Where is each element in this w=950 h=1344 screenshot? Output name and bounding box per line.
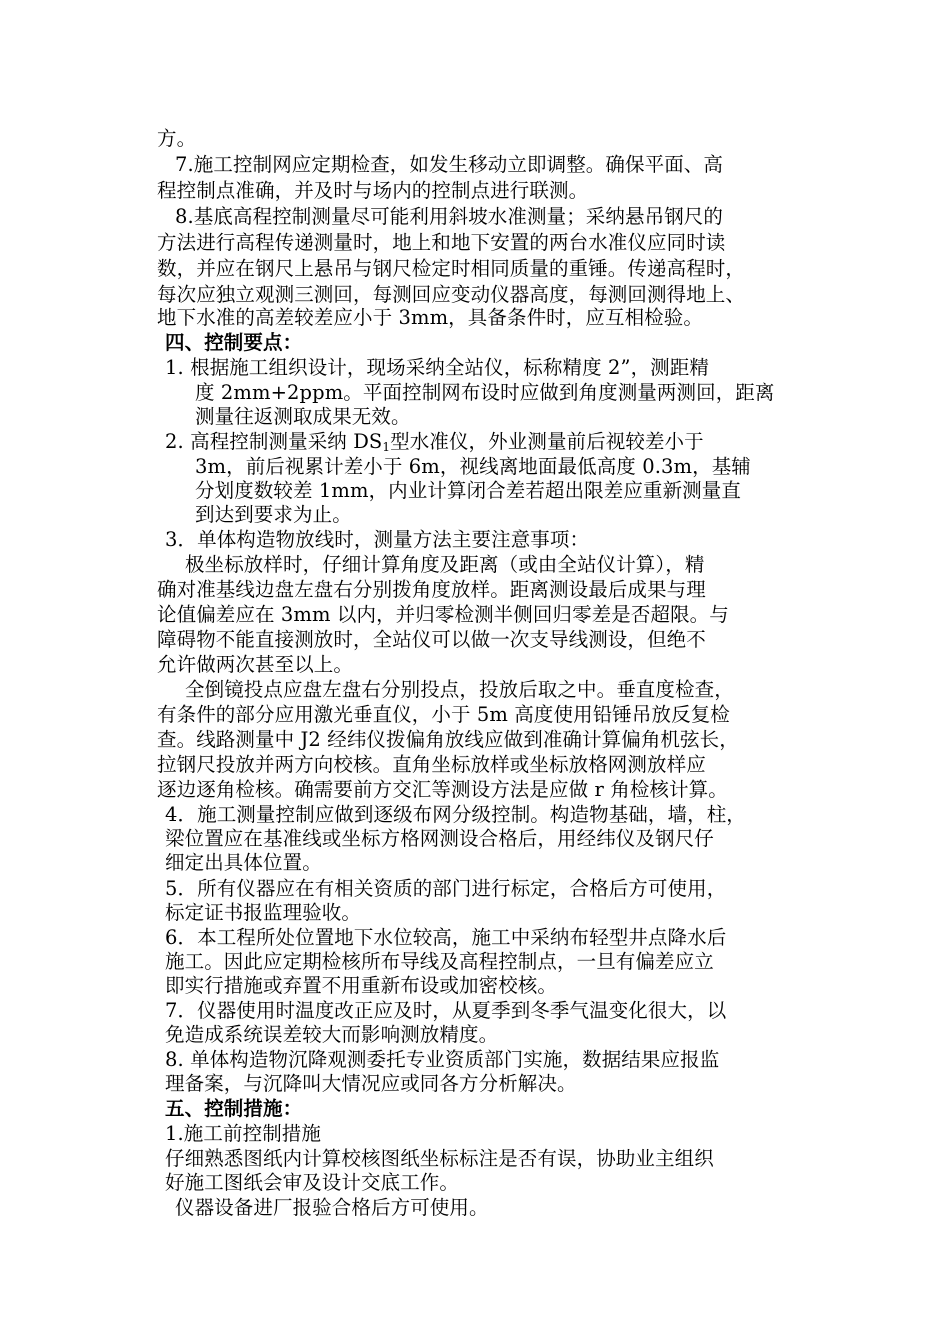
list-item: 5．所有仪器应在有相关资质的部门进行标定，合格后方可使用，	[165, 877, 727, 900]
list-item: 7．仪器使用时温度改正应及时，从夏季到冬季气温变化很大，以	[165, 999, 727, 1022]
list-item: 3．单体构造物放线时，测量方法主要注意事项：	[165, 528, 590, 551]
text-line: 确对准基线边盘左盘右分别拨角度放样。距离测设最后成果与理	[157, 578, 706, 601]
text-line: 数，并应在钢尺上悬吊与钢尺检定时相同质量的重锤。传递高程时，	[157, 257, 746, 280]
text-line: 全倒镜投点应盘左盘右分别投点，投放后取之中。垂直度检查，	[185, 678, 734, 701]
text-line: 论值偏差应在 3mm 以内，并归零检测半侧回归零差是否超限。与	[157, 603, 729, 626]
list-item: 8. 单体构造物沉降观测委托专业资质部门实施，数据结果应报监	[165, 1048, 720, 1071]
text-line: 即实行措施或弃置不用重新布设或加密校核。	[165, 974, 558, 997]
list-item: 1. 根据施工组织设计，现场采纳全站仪，标称精度 2”，测距精	[165, 356, 709, 379]
text-line: 好施工图纸会审及设计交底工作。	[165, 1171, 460, 1194]
text-line: 免造成系统误差较大而影响测放精度。	[165, 1023, 499, 1046]
text-line: 程控制点准确，并及时与场内的控制点进行联测。	[157, 179, 589, 202]
section-heading: 五、控制措施：	[165, 1097, 303, 1120]
text-line: 3m，前后视累计差小于 6m，视线离地面最低高度 0.3m，基辅	[195, 455, 751, 478]
text-line: 理备案，与沉降叫大情况应或同各方分析解决。	[165, 1072, 577, 1095]
subsection-heading: 1.施工前控制措施	[165, 1122, 322, 1145]
text-line: 障碍物不能直接测放时，全站仪可以做一次支导线测设，但绝不	[157, 628, 706, 651]
text-line: 地下水准的高差较差应小于 3mm，具备条件时，应互相检验。	[157, 306, 703, 329]
text-span: 型水准仪，外业测量前后视较差小于	[390, 430, 704, 453]
text-line: 允许做两次甚至以上。	[157, 653, 354, 676]
text-line: 8.基底高程控制测量尽可能利用斜坡水准测量；采纳悬吊钢尺的	[175, 205, 724, 228]
text-line: 测量往返测取成果无效。	[195, 405, 411, 428]
text-line: 仪器设备进厂报验合格后方可使用。	[175, 1196, 489, 1219]
text-line: 极坐标放样时，仔细计算角度及距离（或由全站仪计算），精	[185, 553, 705, 576]
subscript: 1	[382, 440, 391, 454]
list-item: 6．本工程所处位置地下水位较高，施工中采纳布轻型井点降水后	[165, 926, 727, 949]
text-line: 拉钢尺投放并两方向校核。直角坐标放样或坐标放格网测放样应	[157, 753, 706, 776]
text-line: 细定出具体位置。	[165, 851, 322, 874]
text-line: 仔细熟悉图纸内计算校核图纸坐标标注是否有误，协助业主组织	[165, 1147, 714, 1170]
text-line: 到达到要求为止。	[195, 503, 352, 526]
text-line: 方法进行高程传递测量时，地上和地下安置的两台水准仪应同时读	[157, 231, 726, 254]
text-line: 标定证书报监理验收。	[165, 901, 362, 924]
text-line: 分划度数较差 1mm，内业计算闭合差若超出限差应重新测量直	[195, 479, 741, 502]
text-line: 每次应独立观测三测回，每测回应变动仪器高度，每测回测得地上、	[157, 283, 746, 306]
text-line: 有条件的部分应用激光垂直仪，小于 5m 高度使用铅锤吊放反复检	[157, 703, 730, 726]
text-line: 度 2mm+2ppm。平面控制网布设时应做到角度测量两测回，距离	[195, 381, 775, 404]
text-line: 7.施工控制网应定期检查，如发生移动立即调整。确保平面、高	[175, 153, 724, 176]
text-line: 施工。因此应定期检核所布导线及高程控制点，一旦有偏差应立	[165, 950, 714, 973]
text-line: 查。线路测量中 J2 经纬仪拨偏角放线应做到准确计算偏角机弦长，	[157, 728, 739, 751]
list-item: 4．施工测量控制应做到逐级布网分级控制。构造物基础，墙，柱，	[165, 803, 746, 826]
text-span: 2. 高程控制测量采纳 DS	[165, 430, 383, 453]
section-heading: 四、控制要点：	[165, 331, 303, 354]
text-line: 梁位置应在基准线或坐标方格网测设合格后，用经纬仪及钢尺仔	[165, 827, 714, 850]
text-line: 逐边逐角检核。确需要前方交汇等测设方法是应做 r 角检核计算。	[157, 778, 728, 801]
text-line: 方。	[157, 127, 197, 150]
